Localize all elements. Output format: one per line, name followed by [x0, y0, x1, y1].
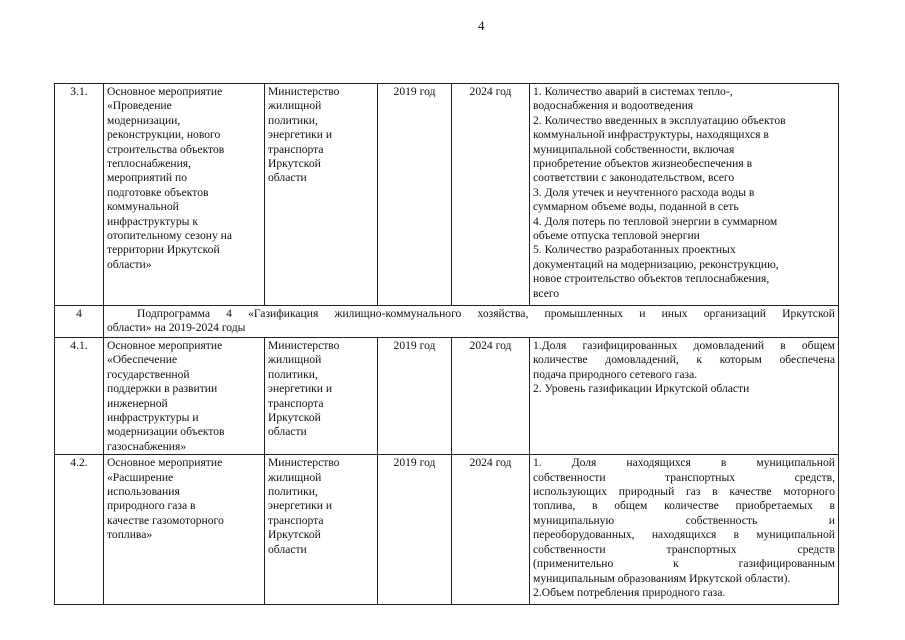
indicator-line: объеме отпуска тепловой энергии: [533, 229, 700, 243]
executor-line: транспорта: [268, 396, 324, 410]
event-line: реконструкции, нового: [107, 128, 221, 142]
event-line: коммунальной: [107, 200, 179, 214]
end-year: 2024 год: [452, 455, 530, 605]
indicator-line: документаций на модернизацию, реконструкцию,: [533, 257, 779, 271]
indicator-line: использующих природный газ в качестве моторного: [533, 485, 835, 499]
row-number: 4: [55, 306, 104, 338]
indicator-line: собственности транспортных средств: [533, 542, 835, 556]
event-line: Основное мероприятие: [107, 456, 223, 470]
executor-line: Министерство: [268, 85, 340, 98]
event-line: государственной: [107, 367, 190, 381]
indicators-cell: [530, 84, 839, 306]
indicator-line: приобретение объектов жизнеобеспечения в: [533, 157, 753, 171]
page-number: 4: [478, 18, 485, 33]
executor-line: политики,: [268, 113, 318, 127]
event-line: Основное мероприятие: [107, 339, 223, 352]
indicator-line: новое строительство объектов теплоснабжения,: [533, 272, 770, 286]
table-row: [55, 338, 839, 455]
executor-line: энергетики и: [268, 128, 333, 142]
indicator-line: топлива, в общем количестве приобретаемых в: [533, 499, 835, 513]
indicator-line: подача природного сетевого газа.: [533, 367, 698, 381]
indicator-line: всего: [533, 286, 560, 300]
event-line: «Обеспечение: [107, 353, 178, 367]
event-line: газоснабжения»: [107, 439, 187, 453]
event-line: подготовке объектов: [107, 185, 209, 199]
indicator-line: муниципальной собственности, включая: [533, 142, 735, 156]
indicator-line: 1. Количество аварий в системах тепло-,: [533, 85, 733, 98]
indicator-line: собственности транспортных средств,: [533, 470, 835, 484]
event-line: качестве газомоторного: [107, 513, 224, 527]
event-line: поддержки в развитии: [107, 382, 218, 396]
event-line: мероприятий по: [107, 171, 187, 185]
indicator-line: 3. Доля утечек и неучтенного расхода воды в: [533, 185, 755, 199]
indicator-line: 5. Количество разработанных проектных: [533, 243, 736, 257]
indicator-line: 2. Уровень газификации Иркутской области: [533, 382, 750, 396]
event-line: области»: [107, 257, 152, 271]
executor-line: области: [268, 542, 307, 556]
indicator-line: переоборудованных, находящихся в муниципальной: [533, 528, 835, 542]
indicator-line: количестве домовладений, к которым обеспечена: [533, 353, 835, 367]
event-line: территории Иркутской: [107, 243, 220, 257]
executor-line: политики,: [268, 367, 318, 381]
indicator-line: суммарном объеме воды, поданной в сеть: [533, 200, 739, 214]
event-line: Основное мероприятие: [107, 85, 223, 98]
row-number: 4.1.: [55, 338, 104, 455]
end-year: 2024 год: [452, 84, 530, 306]
indicator-line: 2.Объем потребления природного газа.: [533, 585, 726, 599]
executor-line: Министерство: [268, 339, 340, 352]
event-line: использования: [107, 485, 180, 499]
event-line: отопительному сезону на: [107, 229, 232, 243]
indicators-cell: [530, 338, 839, 455]
indicator-line: 4. Доля потерь по тепловой энергии в суммарном: [533, 214, 778, 228]
executor-line: Иркутской: [268, 411, 321, 425]
indicator-line: коммунальной инфраструктуры, находящихся в: [533, 128, 769, 142]
event-line: природного газа в: [107, 499, 196, 513]
executor-line: Министерство: [268, 456, 340, 470]
program-table: [54, 83, 839, 605]
event-cell: [104, 338, 265, 455]
start-year: 2019 год: [378, 455, 452, 605]
executor-cell: [265, 455, 378, 605]
event-line: инфраструктуры и: [107, 411, 199, 425]
table-row: [55, 455, 839, 605]
executor-line: транспорта: [268, 142, 324, 156]
executor-cell: [265, 338, 378, 455]
subprogram-cell: [104, 306, 839, 338]
event-line: топлива»: [107, 528, 153, 542]
executor-line: политики,: [268, 485, 318, 499]
executor-line: жилищной: [268, 99, 322, 113]
indicator-line: соответствии с законодательством, всего: [533, 171, 735, 185]
event-line: строительства объектов: [107, 142, 225, 156]
event-line: инженерной: [107, 396, 168, 410]
executor-line: энергетики и: [268, 382, 333, 396]
executor-line: области: [268, 171, 307, 185]
indicator-line: водоснабжения и водоотведения: [533, 99, 694, 113]
executor-line: Иркутской: [268, 157, 321, 171]
executor-line: жилищной: [268, 470, 322, 484]
row-number: 4.2.: [55, 455, 104, 605]
executor-cell: [265, 84, 378, 306]
event-cell: [104, 455, 265, 605]
executor-line: жилищной: [268, 353, 322, 367]
executor-line: Иркутской: [268, 528, 321, 542]
event-line: «Расширение: [107, 470, 174, 484]
executor-line: области: [268, 425, 307, 439]
event-line: модернизации,: [107, 113, 181, 127]
start-year: 2019 год: [378, 84, 452, 306]
start-year: 2019 год: [378, 338, 452, 455]
indicator-line: (применительно к газифицированным: [533, 557, 835, 571]
row-number: 3.1.: [55, 84, 104, 306]
indicator-line: 1.Доля газифицированных домовладений в общем: [533, 339, 835, 352]
executor-line: энергетики и: [268, 499, 333, 513]
subprogram-title: Подпрограмма 4 «Газификация жилищно-коммунального хозяйства, промышленных и иных организаций Иркутской: [137, 307, 835, 320]
indicators-cell: [530, 455, 839, 605]
table-row: [55, 84, 839, 306]
subprogram-title-continued: области» на 2019-2024 годы: [107, 321, 246, 335]
event-line: «Проведение: [107, 99, 172, 113]
indicator-line: 1. Доля находящихся в муниципальной: [533, 456, 835, 470]
event-line: теплоснабжения,: [107, 157, 192, 171]
table-row-subprogram: [55, 306, 839, 338]
indicator-line: муниципальным образованиям Иркутской области).: [533, 571, 791, 585]
event-line: модернизации объектов: [107, 425, 225, 439]
event-cell: [104, 84, 265, 306]
executor-line: транспорта: [268, 513, 324, 527]
indicator-line: 2. Количество введенных в эксплуатацию объектов: [533, 113, 786, 127]
indicator-line: муниципальную собственность и: [533, 513, 835, 527]
event-line: инфраструктуры к: [107, 214, 198, 228]
end-year: 2024 год: [452, 338, 530, 455]
